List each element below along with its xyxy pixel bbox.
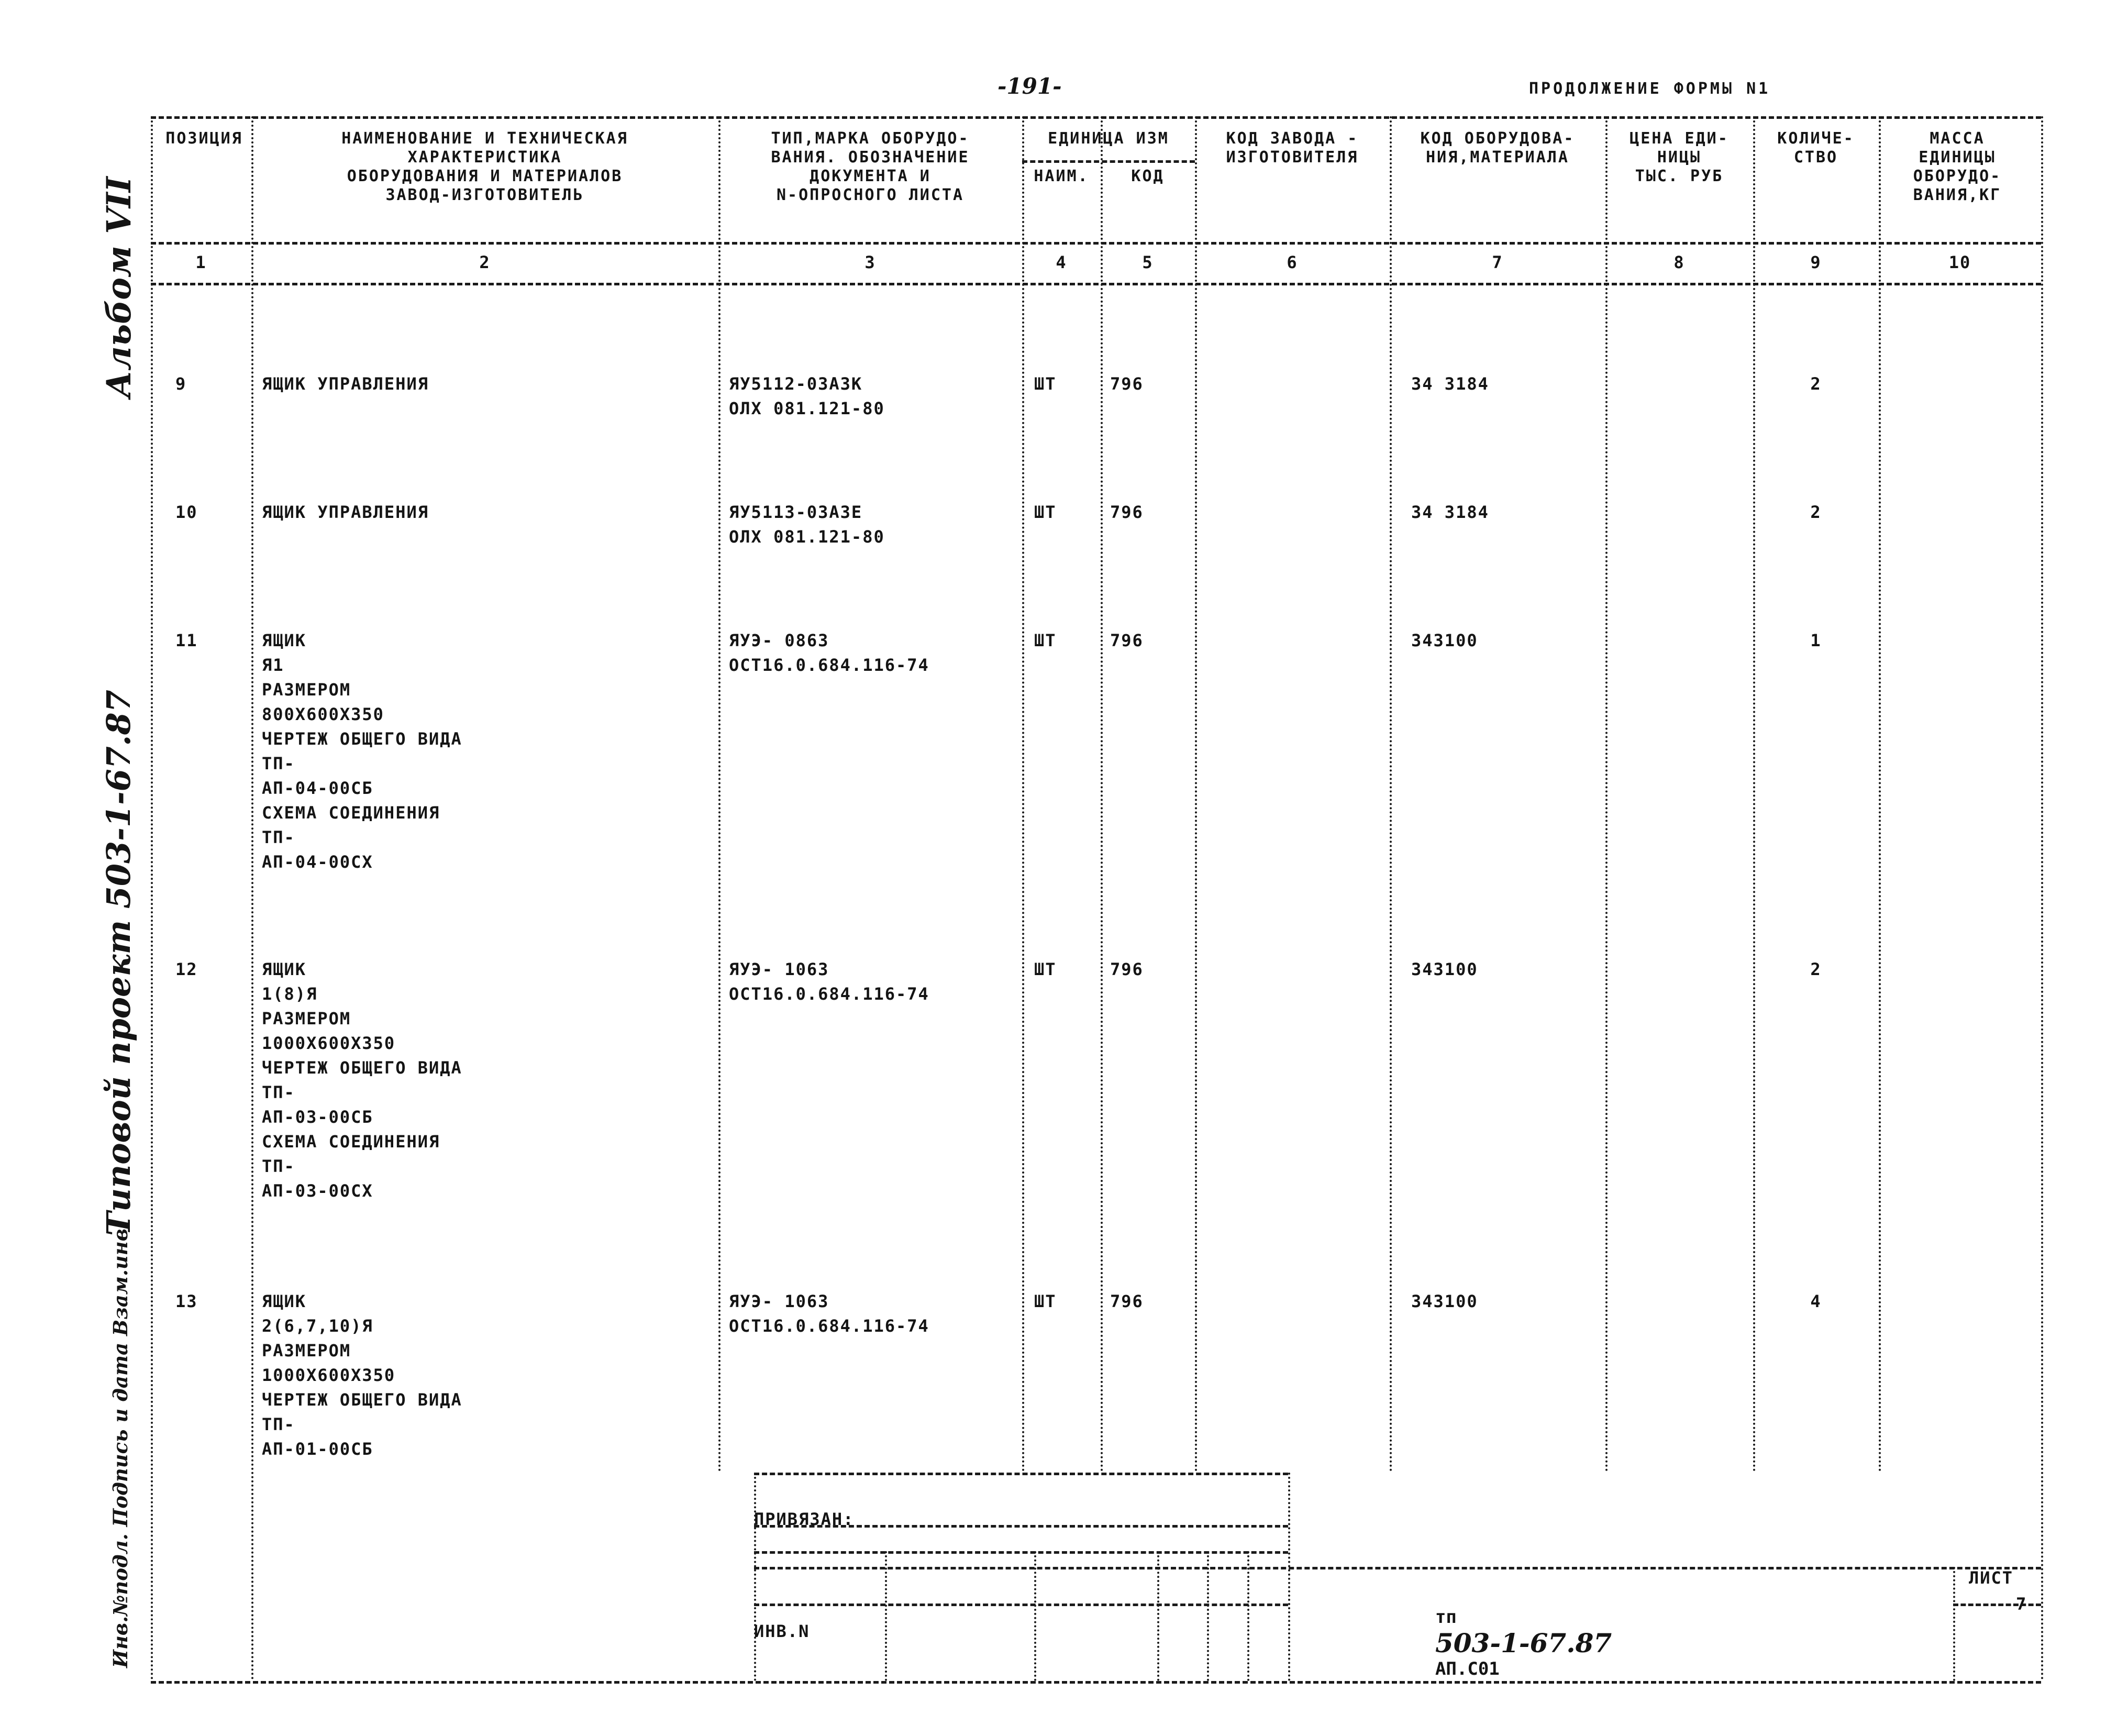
- side-inventory-label: Инв.№подл. Подпись и дата Взам.инв.: [109, 1222, 132, 1668]
- item-name-line: ЧЕРТЕЖ ОБЩЕГО ВИДА: [262, 729, 462, 749]
- stamp-sheet-rule: [1953, 1604, 2041, 1606]
- item-type-line: ЯУ5113-03А3Е: [729, 502, 863, 522]
- header-position: ПОЗИЦИЯ: [165, 129, 243, 148]
- table-bottom-border: [151, 1681, 2041, 1684]
- unit-name: ШТ: [1034, 374, 1057, 394]
- column-divider: [1022, 116, 1024, 1473]
- header-name: НАИМЕНОВАНИЕ И ТЕХНИЧЕСКАЯ ХАРАКТЕРИСТИКА ОБОРУДОВАНИЯ И МАТЕРИАЛОВ ЗАВОД-ИЗГОТОВИТЕЛЬ: [341, 129, 628, 204]
- unit-code: 796: [1110, 502, 1144, 522]
- column-number: 6: [1287, 252, 1298, 272]
- column-number-bottom-rule: [151, 283, 2041, 285]
- item-name-line: 1000Х600Х350: [262, 1365, 396, 1385]
- item-type-line: ЯУ5112-03А3К: [729, 374, 863, 394]
- quantity: 2: [1810, 502, 1822, 522]
- item-name-line: 2(6,7,10)Я: [262, 1316, 373, 1336]
- unit-name: ШТ: [1034, 1291, 1057, 1311]
- header-quantity: КОЛИЧЕ- СТВО: [1777, 129, 1855, 167]
- item-type-line: ОЛХ 081.121-80: [729, 527, 885, 547]
- form-continuation-title: ПРОДОЛЖЕНИЕ ФОРМЫ N1: [1529, 80, 1771, 98]
- item-name-line: АП-01-00СБ: [262, 1439, 373, 1459]
- column-number: 3: [864, 252, 876, 272]
- item-name-line: РАЗМЕРОМ: [262, 1009, 351, 1029]
- column-divider: [1390, 116, 1392, 1473]
- item-name-line: ЯЩИК УПРАВЛЕНИЯ: [262, 374, 429, 394]
- stamp-rule: [754, 1567, 2041, 1569]
- header-bottom-rule: [151, 242, 2041, 245]
- item-name-line: ТП-: [262, 754, 295, 773]
- item-name-line: РАЗМЕРОМ: [262, 1341, 351, 1361]
- item-name-line: ЯЩИК: [262, 631, 307, 650]
- column-divider: [151, 116, 153, 1681]
- page-number-mark: -191-: [997, 73, 1062, 99]
- item-name-line: АП-03-00СХ: [262, 1181, 373, 1201]
- column-number: 7: [1492, 252, 1503, 272]
- item-name-line: 1(8)Я: [262, 984, 318, 1004]
- column-divider: [2041, 116, 2043, 1681]
- item-type-line: ОСТ16.0.684.116-74: [729, 655, 929, 675]
- column-divider: [1753, 116, 1755, 1473]
- item-name-line: АП-03-00СБ: [262, 1107, 373, 1127]
- equipment-code: 343100: [1411, 959, 1478, 979]
- stamp-divider: [1288, 1473, 1290, 1681]
- side-album-label: Альбом VII: [99, 176, 139, 398]
- position-number: 9: [175, 374, 187, 394]
- position-number: 10: [175, 502, 198, 522]
- item-type-line: ЯУЭ- 0863: [729, 631, 829, 650]
- stamp-divider: [885, 1551, 887, 1681]
- item-name-line: АП-04-00СХ: [262, 852, 373, 872]
- unit-name: ШТ: [1034, 502, 1057, 522]
- column-number: 1: [195, 252, 207, 272]
- item-type-line: ОСТ16.0.684.116-74: [729, 984, 929, 1004]
- header-plant-code: КОД ЗАВОДА - ИЗГОТОВИТЕЛЯ: [1226, 129, 1359, 167]
- item-name-line: ЧЕРТЕЖ ОБЩЕГО ВИДА: [262, 1058, 462, 1078]
- column-number: 9: [1810, 252, 1822, 272]
- item-name-line: ТП-: [262, 1414, 295, 1434]
- item-name-line: 1000Х600Х350: [262, 1033, 396, 1053]
- column-number: 5: [1142, 252, 1154, 272]
- header-unit: ЕДИНИЦА ИЗМ: [1048, 129, 1169, 148]
- stamp-sheet-number: 7: [2016, 1594, 2027, 1614]
- unit-name: ШТ: [1034, 959, 1057, 979]
- unit-code: 796: [1110, 1291, 1144, 1311]
- stamp-divider: [1247, 1551, 1249, 1681]
- item-name-line: ТП-: [262, 1156, 295, 1176]
- doc-prefix: тп: [1435, 1607, 1457, 1628]
- column-divider: [1101, 116, 1103, 1473]
- unit-subheader-rule: [1022, 160, 1195, 163]
- stamp-divider: [1157, 1551, 1159, 1681]
- column-number: 8: [1673, 252, 1685, 272]
- item-type-line: ЯУЭ- 1063: [729, 1291, 829, 1311]
- unit-code: 796: [1110, 631, 1144, 650]
- column-number: 2: [479, 252, 491, 272]
- table-top-border: [151, 116, 2041, 119]
- item-name-line: Я1: [262, 655, 284, 675]
- quantity: 1: [1810, 631, 1822, 650]
- unit-code: 796: [1110, 959, 1144, 979]
- header-unit-mass: МАССА ЕДИНИЦЫ ОБОРУДО- ВАНИЯ,КГ: [1913, 129, 2002, 204]
- item-type-line: ОЛХ 081.121-80: [729, 399, 885, 418]
- stamp-inventory-number: ИНВ.N: [754, 1621, 810, 1641]
- stamp-divider: [754, 1473, 756, 1681]
- stamp-sheet-label: ЛИСТ: [1969, 1568, 2014, 1588]
- header-unit-code: КОД: [1131, 167, 1165, 185]
- stamp-privyazan: ПРИВЯЗАН:: [754, 1509, 855, 1529]
- item-name-line: СХЕМА СОЕДИНЕНИЯ: [262, 1132, 440, 1152]
- doc-number: 503-1-67.87: [1435, 1628, 1612, 1658]
- item-name-line: ЯЩИК УПРАВЛЕНИЯ: [262, 502, 429, 522]
- column-divider: [251, 116, 253, 1681]
- unit-code: 796: [1110, 374, 1144, 394]
- position-number: 12: [175, 959, 198, 979]
- item-name-line: ТП-: [262, 1082, 295, 1102]
- item-type-line: ЯУЭ- 1063: [729, 959, 829, 979]
- position-number: 11: [175, 631, 198, 650]
- header-unit-name: НАИМ.: [1034, 167, 1089, 185]
- column-divider: [1879, 116, 1881, 1473]
- column-divider: [1195, 116, 1197, 1473]
- stamp-top-rule: [754, 1473, 1288, 1475]
- item-name-line: СХЕМА СОЕДИНЕНИЯ: [262, 803, 440, 823]
- equipment-code: 34 3184: [1411, 374, 1489, 394]
- item-name-line: ТП-: [262, 827, 295, 847]
- column-number: 4: [1056, 252, 1067, 272]
- header-type: ТИП,МАРКА ОБОРУДО- ВАНИЯ. ОБОЗНАЧЕНИЕ ДОКУМЕНТА И N-ОПРОСНОГО ЛИСТА: [771, 129, 970, 204]
- quantity: 4: [1810, 1291, 1822, 1311]
- header-unit-price: ЦЕНА ЕДИ- НИЦЫ ТЫС. РУБ: [1630, 129, 1729, 185]
- stamp-divider: [1207, 1551, 1209, 1681]
- doc-suffix: АП.С01: [1435, 1658, 1500, 1679]
- quantity: 2: [1810, 374, 1822, 394]
- stamp-divider: [1034, 1551, 1036, 1681]
- item-name-line: ЯЩИК: [262, 1291, 307, 1311]
- stamp-document-code: [1414, 1586, 1612, 1679]
- equipment-code: 34 3184: [1411, 502, 1489, 522]
- item-type-line: ОСТ16.0.684.116-74: [729, 1316, 929, 1336]
- side-project-label: Типовой проект 503-1-67.87: [99, 690, 138, 1236]
- column-divider: [718, 116, 721, 1473]
- unit-name: ШТ: [1034, 631, 1057, 650]
- stamp-divider: [1953, 1567, 1955, 1681]
- quantity: 2: [1810, 959, 1822, 979]
- position-number: 13: [175, 1291, 198, 1311]
- equipment-code: 343100: [1411, 1291, 1478, 1311]
- item-name-line: ЧЕРТЕЖ ОБЩЕГО ВИДА: [262, 1390, 462, 1410]
- header-equipment-code: КОД ОБОРУДОВА- НИЯ,МАТЕРИАЛА: [1420, 129, 1575, 167]
- equipment-code: 343100: [1411, 631, 1478, 650]
- item-name-line: РАЗМЕРОМ: [262, 680, 351, 700]
- item-name-line: АП-04-00СБ: [262, 778, 373, 798]
- column-divider: [1605, 116, 1608, 1473]
- column-number: 10: [1948, 252, 1971, 272]
- item-name-line: 800Х600Х350: [262, 704, 384, 724]
- item-name-line: ЯЩИК: [262, 959, 307, 979]
